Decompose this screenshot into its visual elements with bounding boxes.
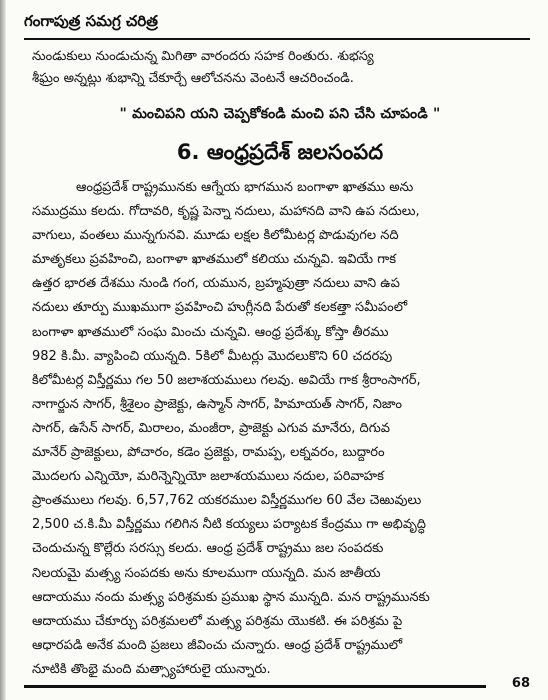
running-header-title: గంగాపుత్ర సమగ్ర చరిత్ర bbox=[24, 12, 158, 30]
body-line: ఆధారపడి అనేక మంది ప్రజలు జీవించు చున్నారు. ఆంధ్ర ప్రదేశ్ రాష్ట్రములో bbox=[32, 637, 403, 653]
body-line: నిలయమై మత్స్య సంపదకు అను కూలముగా యున్నది. మన జాతీయ bbox=[32, 565, 381, 581]
page-gutter-shadow bbox=[0, 0, 6, 700]
body-line: ప్రాంతములు గలవు. 6,57,762 యకరముల విస్తీర్ణముగల 60 వేల చెఱువులు bbox=[32, 493, 422, 509]
body-line: వాగులు, వంతలు మున్నగునవి. మూడు లక్షల కిలోమీటర్ల పొడువుగల నది bbox=[32, 228, 399, 244]
body-line: చెందుచున్న కొల్లేరు సరస్సు కలదు. ఆంధ్ర ప్రదేశ్ రాష్ట్రము జల సంపదకు bbox=[32, 541, 384, 557]
chapter-title: 6. ఆంధ్రప్రదేశ్ జలసంపద bbox=[176, 140, 384, 164]
body-line: నూటికి తొంభై మంది మత్స్యాహారులై యున్నారు. bbox=[32, 661, 271, 677]
body-line: బంగాళా ఖాతములో సంఘ మించు చున్నవి. ఆంధ్ర ప్రదేశ్కు కోస్తా తీరము bbox=[32, 324, 389, 340]
intro-line: శీఘ్రం అన్నట్లు శుభాన్ని చేకూర్చే ఆలోచనను వెంటనే ఆచరించండి. bbox=[32, 71, 354, 86]
body-line: 982 కి.మీ. వ్యాపించి యున్నది. 5కిలో మీటర్లు మొదలుకొని 60 చదరపు bbox=[32, 348, 393, 364]
body-line: నదులు తూర్పు ముఖముగా ప్రవహించి హుగ్లీనది పేరుతో కలకత్తా సమీపంలో bbox=[32, 300, 408, 316]
body-line: కిలోమీటర్ల విస్తీర్ణము గల 50 జలాశయములు గలవు. అవియే గాక శ్రీరాంసాగర్, bbox=[32, 372, 421, 388]
intro-line: నుండుకులు నుండుచున్న మిగితా వారందరు సహక రింతురు. శుభస్య bbox=[32, 49, 374, 64]
body-line: సాగర్, ఉసేన్ సాగర్, మిరాలం, మంజీరా, ప్రాజెక్టు ఎగువ మానేరు, దిగువ bbox=[32, 420, 391, 436]
body-line: మొదలగు ఎన్నియో, మరిన్నెన్నియో జలాశయములు నదుల, పరివాహక bbox=[32, 469, 384, 485]
running-header bbox=[24, 8, 530, 40]
body-line: సముద్రము కలదు. గోదావరి, కృష్ణ పెన్నా నదులు, మహానది వాని ఉప నదులు, bbox=[32, 204, 420, 220]
body-line: ఉత్తర భారత దేశము నుండి గంగ, యమున, బ్రహ్మపుత్రా నదులు వాని ఉప bbox=[32, 276, 400, 292]
body-line: మాతృకలు ప్రవహించి, బంగాళా ఖాతములో కలియు చున్నవి. ఇవియే గాక bbox=[32, 252, 397, 268]
body-line: 2,500 చ.కి.మీ విస్తీర్ణము గలిగిన నీటి కయ్యలు పర్యాటక కేంద్రము గా అభివృద్ధి bbox=[32, 517, 426, 533]
body-line: మానేర్ ప్రాజెక్టులు, పోచారం, కడెం ప్రజెక్టు, రామప్ప, లక్నవరం, బుద్దారం bbox=[32, 445, 385, 461]
footer-rule bbox=[24, 685, 486, 688]
body-line: నాగార్జున సాగర్, శ్రీశైలం ప్రాజెక్టు, ఉస్మాన్ సాగర్, హిమాయత్ సాగర్, నిజాం bbox=[32, 396, 402, 412]
body-line: ఆంధ్రప్రదేశ్ రాష్ట్రమునకు ఆగ్నేయ భాగమున బంగాళా ఖాతము అను bbox=[76, 180, 414, 195]
body-line: ఆదాయము చేకూర్చు పరిశ్రమలలో మత్స్య పరిశ్రమ యొకటి. ఈ పరిశ్రమ పై bbox=[32, 613, 403, 629]
page-number: 68 bbox=[511, 676, 530, 691]
body-paragraph bbox=[32, 176, 532, 682]
quote-line: " మంచిపని యని చెప్పకోకండి మంచి పని చేసి చూపండి " bbox=[119, 106, 441, 122]
page-footer bbox=[24, 676, 530, 692]
body-line: ఆదాయము నందు మత్స్య పరిశ్రమకు ప్రముఖ స్థాన మున్నది. మన రాష్ట్రమునకు bbox=[32, 589, 430, 605]
intro-paragraph bbox=[32, 46, 530, 90]
